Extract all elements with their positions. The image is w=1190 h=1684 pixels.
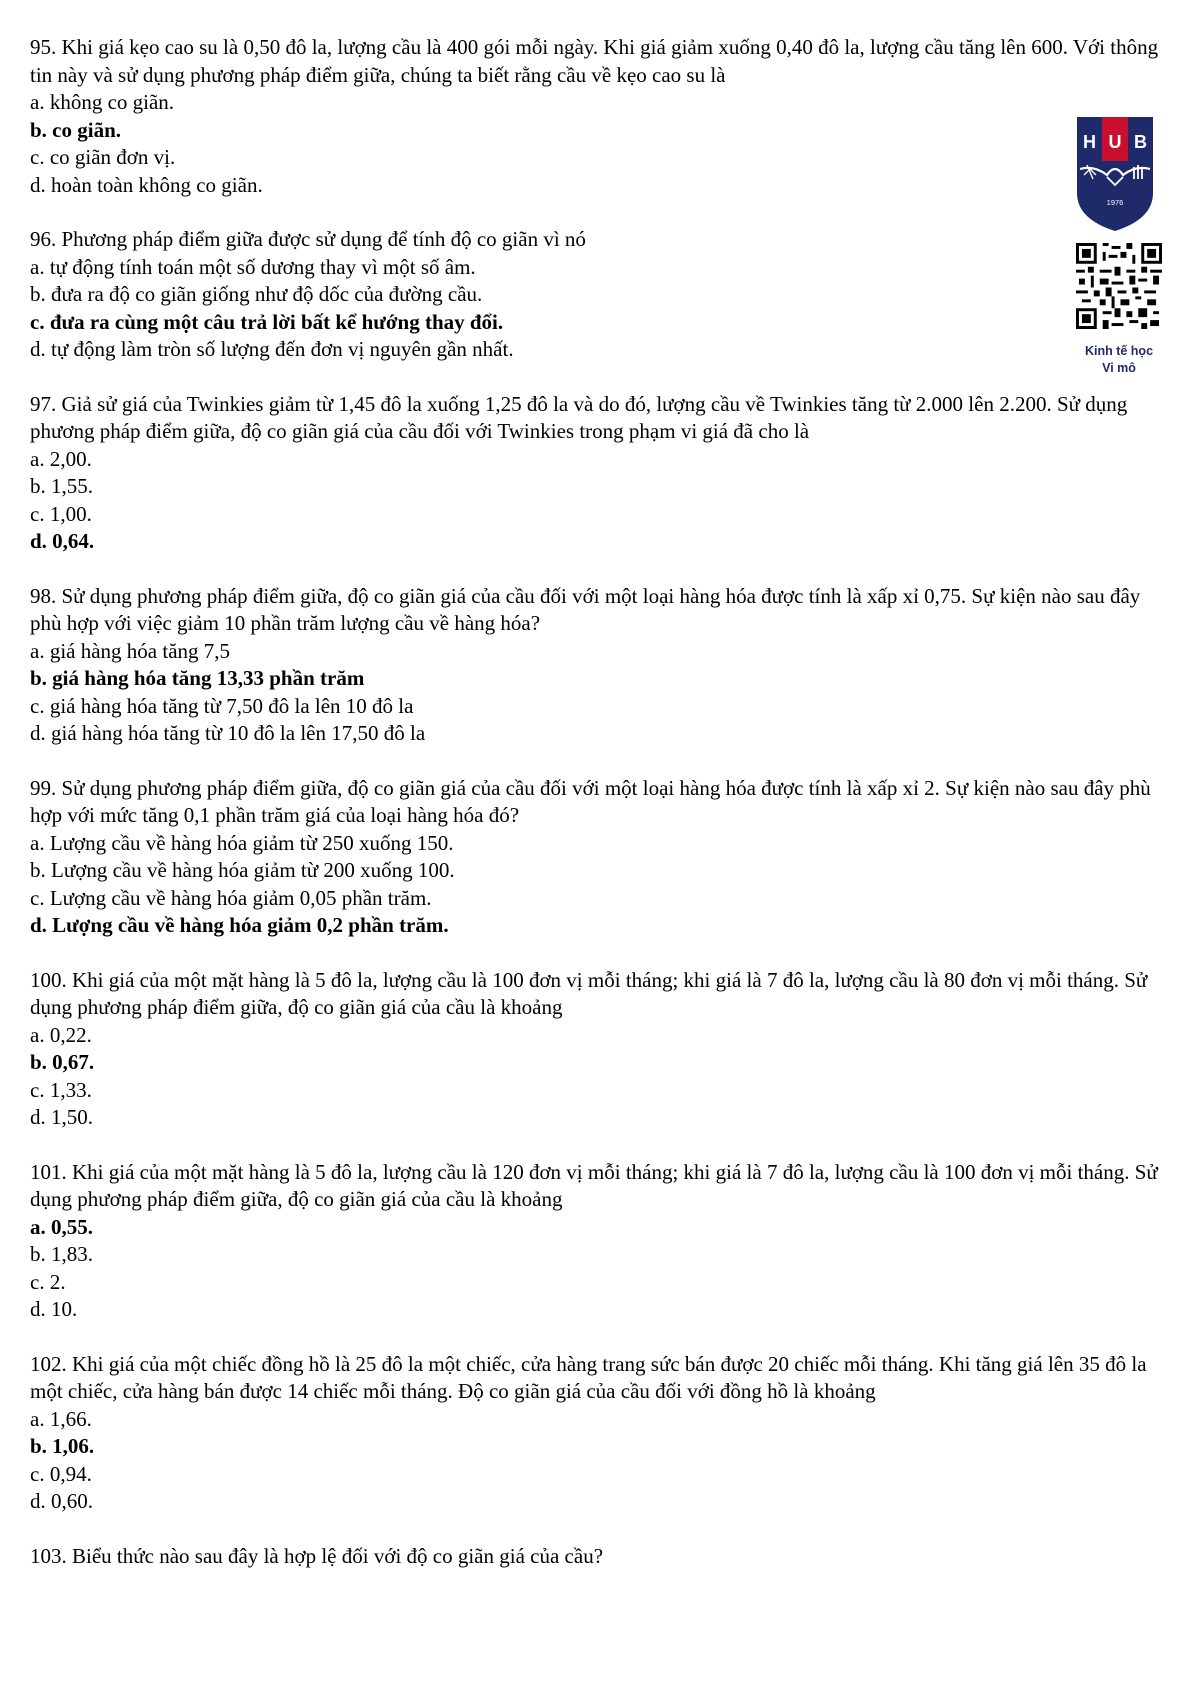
option-d: d. tự động làm tròn số lượng đến đơn vị nguyên gần nhất. (30, 337, 514, 361)
hub-shield-logo-icon (1074, 115, 1156, 233)
question-stem: 99. Sử dụng phương pháp điểm giữa, độ co giãn giá của cầu đối với một loại hàng hóa được tính là xấp xỉ 2. Sự kiện nào sau đây phù hợp với mức tăng 0,1 phần trăm giá của loại hàng hóa đó? (30, 775, 1151, 827)
logo-letter-b: B (1134, 132, 1147, 152)
option-b: b. 1,83. (30, 1242, 93, 1266)
option-d-correct: d. 0,64. (30, 529, 95, 553)
option-d: d. 10. (30, 1297, 78, 1321)
option-a: a. không co giãn. (30, 90, 175, 114)
option-c: c. 2. (30, 1269, 66, 1294)
question-stem: 96. Phương pháp điểm giữa được sử dụng để tính độ co giãn vì nó (30, 227, 586, 251)
option-a: a. 1,66. (30, 1406, 92, 1431)
option-c-correct: c. đưa ra cùng một câu trả lời bất kể hướng thay đổi. (30, 309, 504, 334)
option-b-correct: b. giá hàng hóa tăng 13,33 phần trăm (30, 666, 365, 690)
question-stem: 101. Khi giá của một mặt hàng là 5 đô la, lượng cầu là 120 đơn vị mỗi tháng; khi giá là 7 đô la, lượng cầu là 100 đơn vị mỗi tháng. Sử dụng phương pháp điểm giữa, độ co giãn giá của cầu là khoảng (30, 1159, 1158, 1211)
subject-label-line2: Vi mô (1102, 361, 1136, 375)
option-d: d. giá hàng hóa tăng từ 10 đô la lên 17,50 đô la (30, 721, 426, 745)
question-stem: 97. Giả sử giá của Twinkies giảm từ 1,45 đô la xuống 1,25 đô la và do đó, lượng cầu về Twinkies tăng từ 2.000 lên 2.200. Sử dụng phương pháp điểm giữa, độ co giãn giá của cầu đối với Twinkies trong phạm vi giá đã cho là (30, 391, 1128, 443)
option-b: b. Lượng cầu về hàng hóa giảm từ 200 xuống 100. (30, 858, 455, 882)
option-b-correct: b. 0,67. (30, 1050, 95, 1074)
option-b: b. 1,55. (30, 474, 93, 498)
question-97 (30, 391, 1160, 556)
subject-label (1064, 343, 1174, 377)
question-stem: 103. Biểu thức nào sau đây là hợp lệ đối với độ co giãn giá của cầu? (30, 1543, 604, 1568)
option-b-correct: b. co giãn. (30, 117, 122, 142)
option-d: d. hoàn toàn không co giãn. (30, 172, 263, 197)
question-stem: 100. Khi giá của một mặt hàng là 5 đô la, lượng cầu là 100 đơn vị mỗi tháng; khi giá là 7 đô la, lượng cầu là 80 đơn vị mỗi tháng. Sử dụng phương pháp điểm giữa, độ co giãn giá của cầu là khoảng (30, 967, 1148, 1019)
option-a: a. tự động tính toán một số dương thay vì một số âm. (30, 254, 476, 279)
question-102 (30, 1351, 1160, 1516)
option-a: a. 0,22. (30, 1022, 92, 1047)
question-99 (30, 775, 1160, 940)
logo-letter-h: H (1083, 132, 1096, 152)
option-c: c. 1,00. (30, 501, 92, 526)
option-a: a. Lượng cầu về hàng hóa giảm từ 250 xuống 150. (30, 830, 454, 855)
logo-letter-u: U (1108, 132, 1122, 152)
question-101 (30, 1159, 1160, 1324)
option-a-correct: a. 0,55. (30, 1214, 93, 1239)
question-100 (30, 967, 1160, 1132)
option-d-correct: d. Lượng cầu về hàng hóa giảm 0,2 phần trăm. (30, 913, 449, 937)
question-document (30, 34, 1160, 1597)
option-c: c. co giãn đơn vị. (30, 145, 176, 169)
question-stem: 98. Sử dụng phương pháp điểm giữa, độ co giãn giá của cầu đối với một loại hàng hóa được tính là xấp xỉ 0,75. Sự kiện nào sau đây phù hợp với việc giảm 10 phần trăm lượng cầu về hàng hóa? (30, 583, 1141, 635)
question-96 (30, 226, 1160, 364)
option-d: d. 1,50. (30, 1105, 93, 1129)
option-b: b. đưa ra độ co giãn giống như độ dốc của đường cầu. (30, 282, 483, 306)
option-c: c. 1,33. (30, 1077, 92, 1102)
option-b-correct: b. 1,06. (30, 1434, 95, 1458)
option-c: c. Lượng cầu về hàng hóa giảm 0,05 phần trăm. (30, 885, 432, 910)
question-stem: 102. Khi giá của một chiếc đồng hồ là 25 đô la một chiếc, cửa hàng trang sức bán được 20 chiếc mỗi tháng. Khi tăng giá lên 35 đô la một chiếc, cửa hàng bán được 14 chiếc mỗi tháng. Độ co giãn giá của cầu đối với đồng hồ là khoảng (30, 1351, 1147, 1403)
option-a: a. 2,00. (30, 446, 92, 471)
question-95 (30, 34, 1160, 199)
question-98 (30, 583, 1160, 748)
option-d: d. 0,60. (30, 1489, 93, 1513)
question-stem: 95. Khi giá kẹo cao su là 0,50 đô la, lượng cầu là 400 gói mỗi ngày. Khi giá giảm xuống 0,40 đô la, lượng cầu tăng lên 600. Với thông tin này và sử dụng phương pháp điểm giữa, chúng ta biết rằng cầu về kẹo cao su là (30, 35, 1159, 87)
question-103 (30, 1543, 1160, 1571)
subject-label-line1: Kinh tế học (1084, 344, 1154, 358)
logo-year: 1976 (1106, 198, 1124, 207)
qr-code-icon (1076, 243, 1162, 329)
option-a: a. giá hàng hóa tăng 7,5 (30, 638, 231, 663)
option-c: c. giá hàng hóa tăng từ 7,50 đô la lên 10 đô la (30, 693, 414, 718)
option-c: c. 0,94. (30, 1461, 92, 1486)
